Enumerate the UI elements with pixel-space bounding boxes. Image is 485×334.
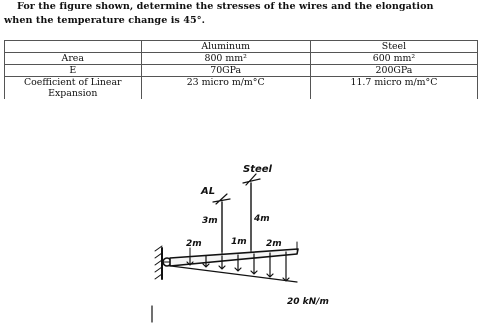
aluminum-wire-label: AL [201,186,216,197]
aluminum-e: 70GPa [141,65,310,77]
dimension-2m-right: 2m [266,239,282,249]
header-steel: Steel [310,41,477,53]
aluminum-length-label: 3m [202,216,218,226]
load-label: 20 kN/m [287,297,329,307]
row-label-coefficient-line2: Expansion [48,88,98,99]
steel-e: 200GPa [310,65,477,77]
row-label-area: Area [5,53,142,65]
aluminum-coefficient: 23 micro m/m°C [141,77,310,100]
load-envelope [171,266,297,282]
header-aluminum: Aluminum [141,41,310,53]
problem-line-1: For the figure shown, determine the stresses of the wires and the elongation [17,1,434,12]
wall-support [155,246,171,279]
steel-coefficient: 11.7 micro m/m°C [310,77,477,100]
row-label-coefficient-line1: Coefficient of Linear [23,77,122,88]
steel-wire-label: Steel [243,164,272,175]
problem-line-2: when the temperature change is 45°. [4,15,205,26]
dimension-2m-left: 2m [186,239,202,249]
steel-length-label: 4m [254,214,270,224]
steel-area-value: 600 mm² [372,53,416,64]
aluminum-area-value: 800 mm² [204,53,247,64]
row-label-e: E [5,65,142,77]
dimension-1m: 1m [231,237,247,247]
